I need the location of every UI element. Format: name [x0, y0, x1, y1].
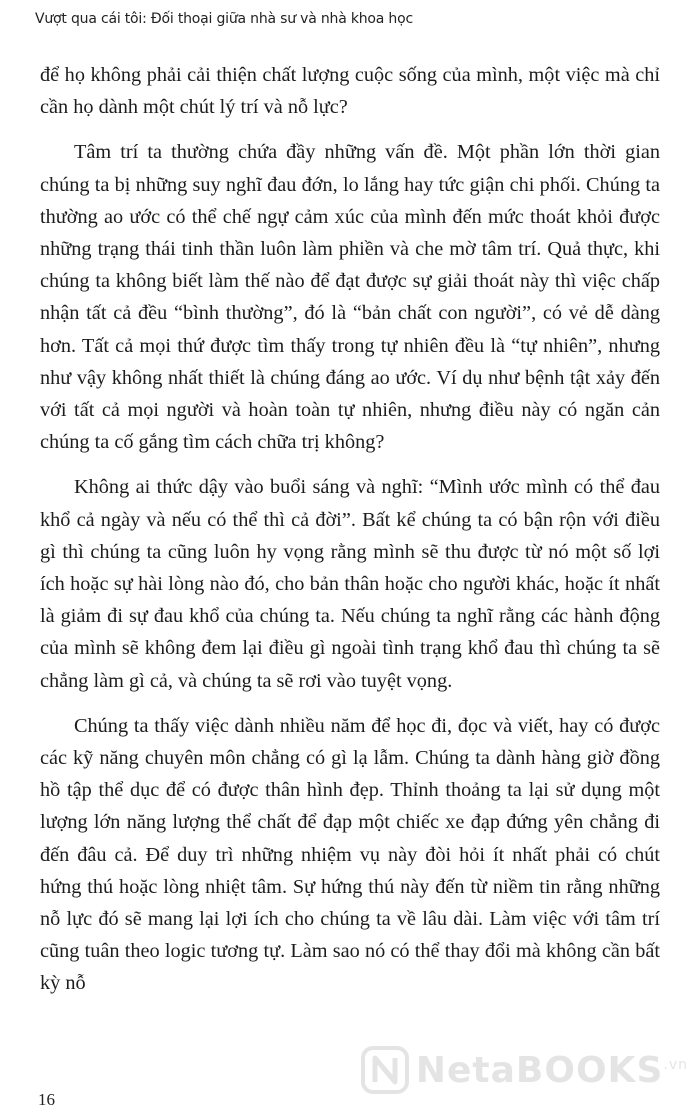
paragraph: Không ai thức dậy vào buổi sáng và nghĩ: “Mình ước mình có thể đau khổ cả ngày và nếu có thể thì cả đời”. Bất kể chúng ta có bận rộn với điều gì thì chúng ta cũng luôn hy vọng rằng mình sẽ thu được từ nó một số lợi ích hoặc sự hài lòng nào đó, cho bản thân hoặc cho người khác, hoặc ít nhất là giảm đi sự đau khổ của chúng ta. Nếu chúng ta nghĩ rằng các hành động của mình sẽ không đem lại điều gì ngoài tình trạng khổ đau thì chúng ta sẽ chẳng làm gì cả, và chúng ta sẽ rơi vào tuyệt vọng. [40, 476, 660, 692]
paragraph-continuation: để họ không phải cải thiện chất lượng cuộc sống của mình, một việc mà chỉ cần họ dành một chút lý trí và nỗ lực? [40, 64, 660, 119]
watermark-text: NetaBOOKS$^{.vn}$ [415, 1049, 688, 1091]
paragraph: Chúng ta thấy việc dành nhiều năm để học đi, đọc và viết, hay có được các kỹ năng chuyên môn chẳng có gì lạ lẫm. Chúng ta dành hàng giờ đồng hồ tập thể dục để có được thân hình đẹp. Thỉnh thoảng ta lại sử dụng một lượng lớn năng lượng thể chất để đạp một chiếc xe đạp đứng yên chẳng đi đến đâu cả. Để duy trì những nhiệm vụ này đòi hỏi ít nhất phải có chút hứng thú hoặc lòng nhiệt tâm. Sự hứng thú này đến từ niềm tin rằng những nỗ lực đó sẽ mang lại lợi ích cho chúng ta về lâu dài. Làm việc với tâm trí cũng tuân theo logic tương tự. Làm sao nó có thể thay đổi mà không cần bất kỳ nỗ [40, 714, 660, 995]
page-body [40, 59, 660, 1000]
paragraph: Tâm trí ta thường chứa đầy những vấn đề. Một phần lớn thời gian chúng ta bị những suy nghĩ đau đớn, lo lắng hay tức giận chi phối. Chúng ta thường ao ước có thể chế ngự cảm xúc của mình đến mức thoát khỏi được những trạng thái tinh thần luôn làm phiền và che mờ tâm trí. Quả thực, khi chúng ta không biết làm thế nào để đạt được sự giải thoát này thì việc chấp nhận tất cả đều “bình thường”, đó là “bản chất con người”, có vẻ dễ dàng hơn. Tất cả mọi thứ được tìm thấy trong tự nhiên đều là “tự nhiên”, nhưng như vậy không nhất thiết là chúng đáng ao ước. Ví dụ như bệnh tật xảy đến với tất cả mọi người và hoàn toàn tự nhiên, nhưng điều này có ngăn cản chúng ta cố gắng tìm cách chữa trị không? [40, 141, 660, 454]
netabooks-logo-icon [360, 1045, 410, 1095]
page-number: 16 [38, 1090, 55, 1109]
watermark [360, 1045, 688, 1095]
running-header: Vượt qua cái tôi: Đối thoại giữa nhà sư và nhà khoa học [35, 11, 413, 27]
